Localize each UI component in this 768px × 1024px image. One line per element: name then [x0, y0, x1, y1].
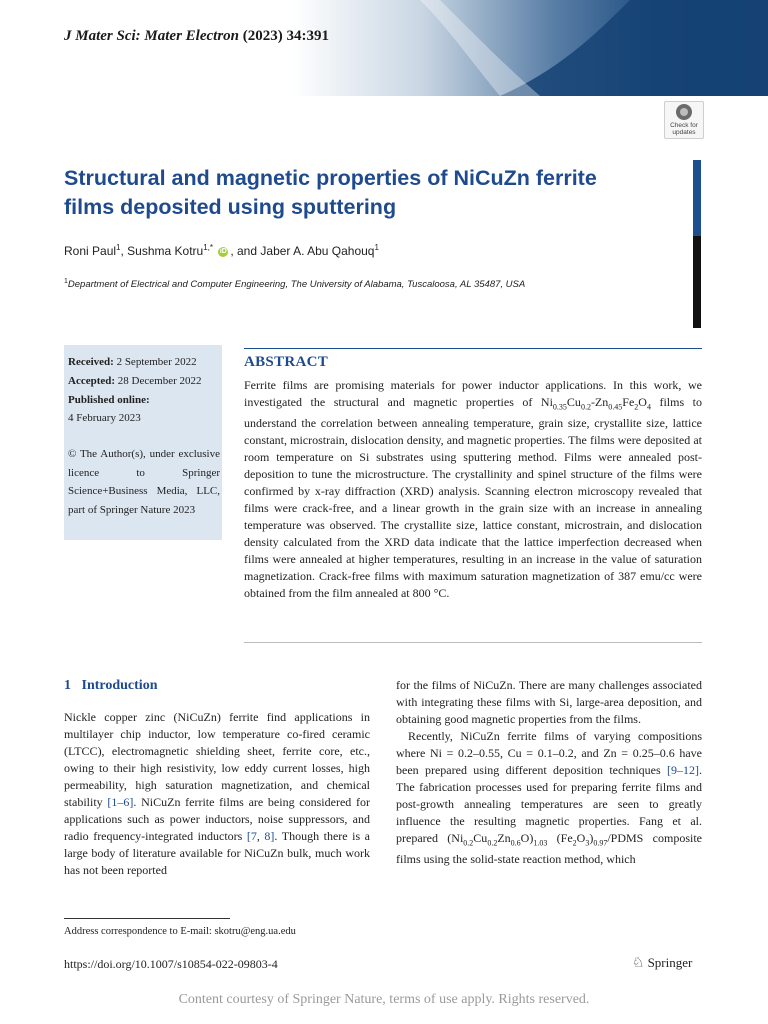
received-date: Received: 2 September 2022 — [68, 356, 197, 368]
author-2[interactable]: Sushma Kotru — [127, 244, 204, 258]
author-1[interactable]: Roni Paul — [64, 244, 117, 258]
intro-left-column: Nickle copper zinc (NiCuZn) ferrite find applications in multilayer chip inductor, low temperature co-fired ceramic (LTCC), electromagnetic shielding sheet, ferrite core, etc., owing to their high resistivity, low eddy current losses, high permeability, high saturation magnetization, and chemical stability [1–6]. NiCuZn ferrite films are being considered for applications such as power inductors, noise suppressors, and radio frequency-integrated inductors [7, 8]. Though there is a large body of literature available for NiCuZn bulk, much work has not been reported — [64, 710, 370, 877]
accent-bar-black — [693, 236, 701, 328]
author-list: Roni Paul$^1$, Sushma Kotru$^{1,*}$ iD , and Jaber A. Abu Qahouq$^1$ — [64, 243, 379, 258]
check-updates-line1: Check for — [670, 122, 698, 129]
check-updates-line2: updates — [672, 129, 696, 136]
abstract-text: Ferrite films are promising materials for power inductor applications. In this work, we investigated the structural and magnetic properties of $Ni_{0.35}Cu_{0.2}-Zn_{0.45}Fe_2O_4$ films to understand the correlation between annealing temperature, grain size, crystallite size, lattice constant, microstrain, dislocation density, and magnetic properties. The films were deposited at room temperature on Si substrates using sputtering method. Films were annealed post-deposition to tune the microstructure. The crystallinity and spinel structure of the films were confirmed by x-ray diffraction (XRD) analysis. Scanning electron microscopy revealed that films were crack-free, and a linear growth in the grain size with an increase in annealing temperature was observed. The crystallite size, lattice constant, microstrain, and dislocation density calculated from the XRD data indicate that the lattice imperfection decreased when films were annealed at higher temperatures, resulting in an increase in the value of saturation magnetization. Crack-free films with maximum saturation magnetization of 387 emu/cc were obtained from the film annealed at 800 °C. — [244, 378, 702, 601]
abstract-bottom-rule — [244, 642, 702, 643]
springer-horse-icon: ♘ — [632, 956, 645, 971]
abstract-heading: ABSTRACT — [244, 354, 329, 370]
intro-paragraph-2: Recently, NiCuZn ferrite films of varying compositions where Ni = 0.2–0.55, Cu = 0.1–0.2, and Zn = 0.25–0.6 have been prepared using different deposition techniques [9–12]. The fabrication processes used for preparing ferrite films and post-growth annealing temperatures are seen to greatly influence the resulting magnetic properties. Fang et al. prepared $(Ni_{0.2}Cu_{0.2}Zn_{0.6}O)_{1.03}$ $(Fe_2O_3)_{0.97}$/PDMS composite films using the solid-state reaction method, which — [396, 729, 702, 867]
check-updates-icon — [676, 104, 692, 120]
journal-header — [64, 28, 329, 45]
citation-link-8[interactable]: 8] — [264, 829, 275, 843]
article-info-box — [64, 345, 222, 540]
intro-right-column — [396, 677, 702, 868]
intro-paragraph-1: for the films of NiCuZn. There are many challenges associated with integrating these films with Si, large-area deposition, and obtaining good magnetic properties from the films. — [396, 678, 702, 726]
journal-name: J Mater Sci: Mater Electron — [64, 28, 239, 44]
footnote-rule — [64, 918, 230, 919]
published-label: Published online: — [68, 394, 150, 406]
affiliation: $^1$Department of Electrical and Computer Engineering, The University of Alabama, Tuscaloosa, AL 35487, USA — [64, 278, 526, 291]
copyright-notice: © The Author(s), under exclusive licence to Springer Science+Business Media, LLC, part of Springer Nature 2023 — [68, 448, 220, 516]
abstract-top-rule — [244, 348, 702, 349]
header-wave-decoration — [300, 0, 768, 96]
springer-logo: ♘ Springer — [632, 955, 693, 971]
accent-bar-blue — [693, 160, 701, 236]
citation-link-9-12[interactable]: [9–12] — [667, 763, 699, 777]
author-3[interactable]: Jaber A. Abu Qahouq — [260, 244, 375, 258]
check-for-updates-button[interactable] — [664, 101, 704, 139]
journal-year-volume: (2023) 34:391 — [242, 28, 329, 44]
correspondence-footnote: Address correspondence to E-mail: skotru@eng.ua.edu — [64, 926, 296, 937]
published-date: 4 February 2023 — [68, 412, 141, 424]
orcid-icon[interactable]: iD — [219, 247, 227, 255]
section-heading-introduction: 1 Introduction — [64, 678, 158, 693]
citation-link-1-6[interactable]: [1–6] — [107, 795, 134, 809]
title-line2: films deposited using sputtering — [64, 195, 397, 219]
accepted-date: Accepted: 28 December 2022 — [68, 375, 202, 387]
title-line1: Structural and magnetic properties of NiCuZn ferrite — [64, 166, 597, 190]
article-title — [64, 164, 664, 222]
courtesy-notice: Content courtesy of Springer Nature, terms of use apply. Rights reserved. — [178, 992, 590, 1007]
citation-link-7[interactable]: [7 — [246, 829, 257, 843]
doi-link[interactable]: https://doi.org/10.1007/s10854-022-09803-4 — [64, 957, 278, 971]
